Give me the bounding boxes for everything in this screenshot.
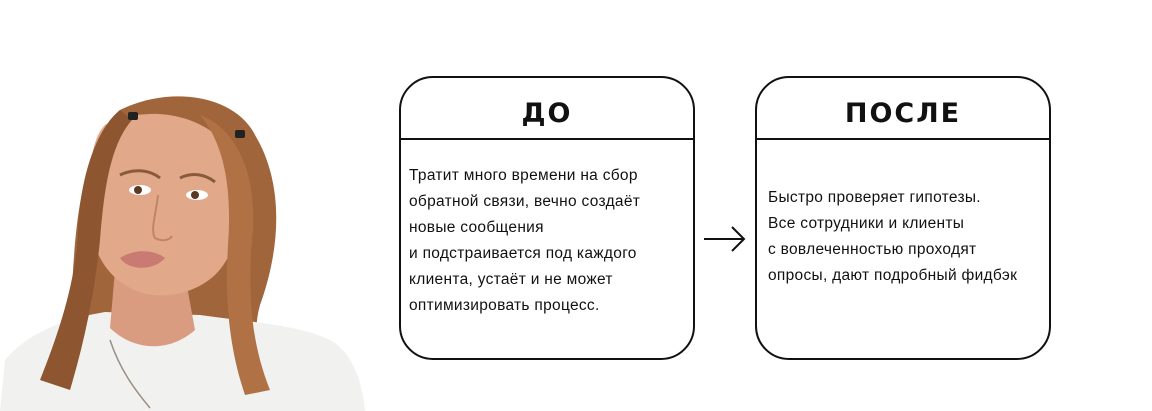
after-card-line: с вовлеченностью проходят <box>768 241 977 258</box>
before-card-line: новые сообщения <box>409 219 544 236</box>
after-card-line: опросы, дают подробный фидбэк <box>768 267 1018 284</box>
before-card-line: Тратит много времени на сбор <box>409 167 638 184</box>
after-card-body <box>757 140 1049 289</box>
after-card-title: ПОСЛЕ <box>844 97 962 129</box>
before-card-title: ДО <box>521 97 573 129</box>
after-card-line: Быстро проверяет гипотезы. <box>768 189 981 206</box>
before-card-body <box>401 140 693 319</box>
arrow-right-icon <box>703 225 747 253</box>
before-card-line: клиента, устаёт и не может <box>409 271 613 288</box>
after-card <box>755 76 1051 360</box>
before-card-line: оптимизировать процесс. <box>409 297 600 314</box>
before-card-line: и подстраивается под каждого <box>409 245 637 262</box>
before-card-line: обратной связи, вечно создаёт <box>409 193 641 210</box>
before-card <box>399 76 695 360</box>
after-card-header <box>757 78 1049 140</box>
portrait-photo <box>0 90 370 411</box>
after-card-line: Все сотрудники и клиенты <box>768 215 965 232</box>
before-card-header <box>401 78 693 140</box>
